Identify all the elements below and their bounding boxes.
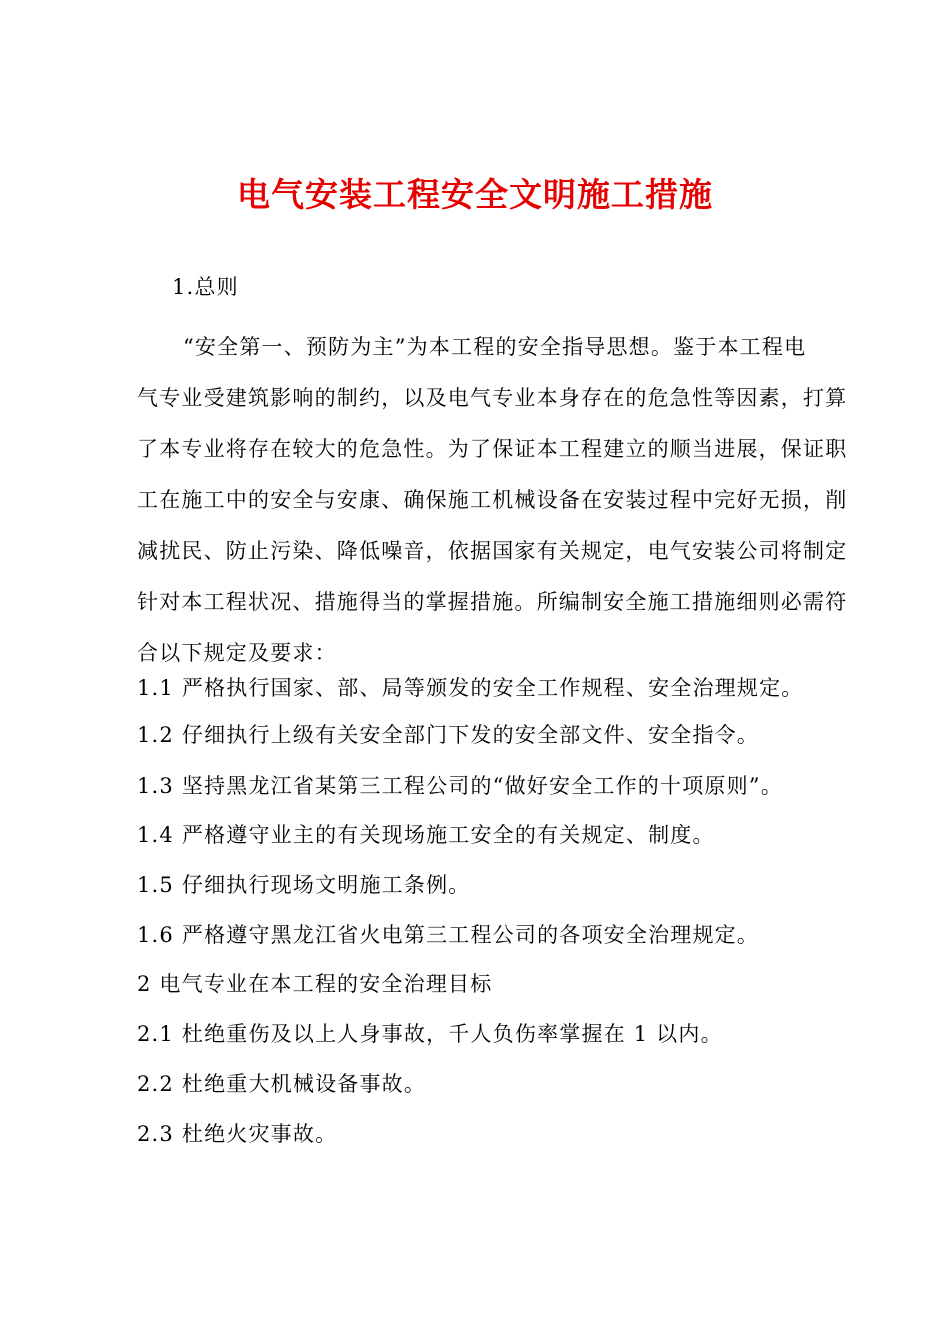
- list-item: 2.3 杜绝火灾事故。: [137, 1122, 338, 1146]
- paragraph-line: 减扰民、防止污染、降低噪音，依据国家有关规定，电气安装公司将制定: [137, 539, 848, 563]
- paragraph-line: 了本专业将存在较大的危急性。为了保证本工程建立的顺当进展，保证职: [137, 437, 848, 461]
- list-item: 2.1 杜绝重伤及以上人身事故，千人负伤率掌握在 1 以内。: [137, 1022, 723, 1046]
- intro-paragraph: [137, 322, 847, 679]
- section-heading-safety-goals: 2 电气专业在本工程的安全治理目标: [137, 972, 493, 996]
- list-item: 1.6 严格遵守黑龙江省火电第三工程公司的各项安全治理规定。: [137, 923, 760, 947]
- paragraph-line: 气专业受建筑影响的制约，以及电气专业本身存在的危急性等因素，打算: [137, 386, 848, 410]
- list-item: 1.3 坚持黑龙江省某第三工程公司的“做好安全工作的十项原则”。: [137, 774, 783, 798]
- paragraph-line: 工在施工中的安全与安康、确保施工机械设备在安装过程中完好无损，削: [137, 488, 848, 512]
- paragraph-line: 合以下规定及要求：: [137, 641, 337, 665]
- list-item: 1.4 严格遵守业主的有关现场施工安全的有关规定、制度。: [137, 823, 715, 847]
- document-title: 电气安装工程安全文明施工措施: [237, 175, 713, 214]
- list-item: 1.1 严格执行国家、部、局等颁发的安全工作规程、安全治理规定。: [137, 676, 804, 700]
- list-item: 1.5 仔细执行现场文明施工条例。: [137, 873, 471, 897]
- list-item: 1.2 仔细执行上级有关安全部门下发的安全部文件、安全指令。: [137, 723, 760, 747]
- section-heading-general: 1.总则: [172, 275, 239, 299]
- list-item: 2.2 杜绝重大机械设备事故。: [137, 1072, 427, 1096]
- paragraph-line: 针对本工程状况、措施得当的掌握措施。所编制安全施工措施细则必需符: [137, 590, 848, 614]
- paragraph-line: “安全第一、预防为主”为本工程的安全指导思想。鉴于本工程电: [183, 335, 807, 359]
